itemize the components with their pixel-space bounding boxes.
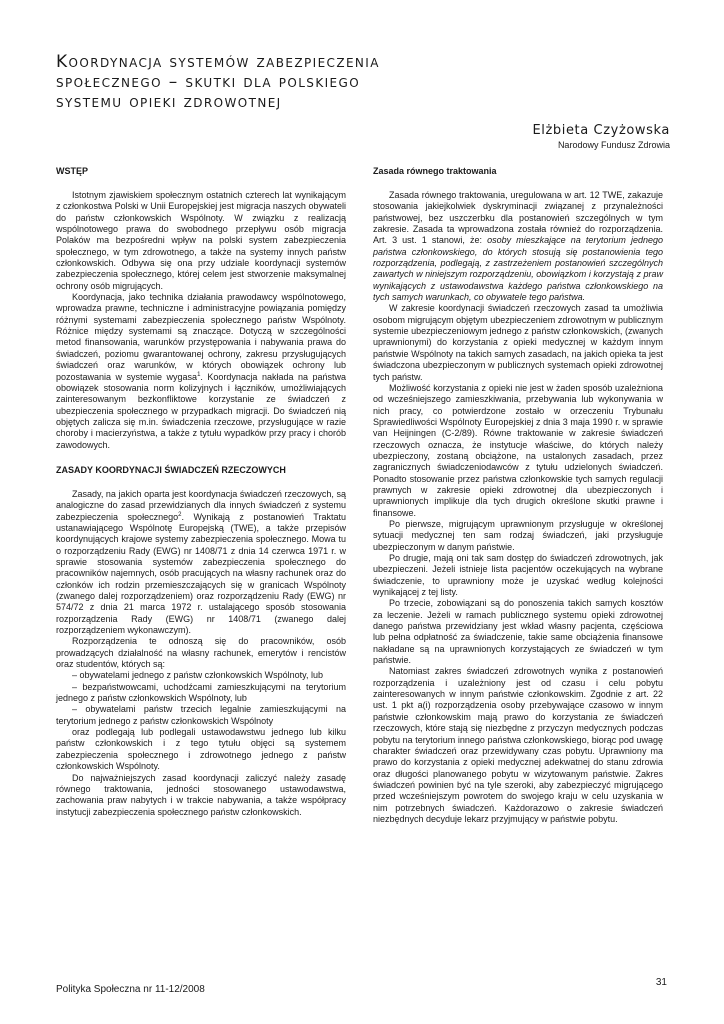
paragraph: Po drugie, mają oni tak sam dostęp do świadczeń zdrowotnych, jak ubezpieczeni. Jeżeli istnieje lista pacjentów oczekujących na wybrane świadczenie, to uprawniony może je uzyskać według kolejności wynikającej z tej listy. — [373, 553, 663, 598]
paragraph: Natomiast zakres świadczeń zdrowotnych wynika z postanowień rozporządzenia i uzależniony jest od czasu i celu pobytu zainteresowanych w innym państwie członkowskim. Zgodnie z art. 22 ust. 1 pkt a(i) rozporządzenia osoby przebywające czasowo w innym państwie członkowskim mają prawo do korzystania ze świadczeń rzeczowych, które stają się niezbędne z przyczyn medycznych podczas pobytu na terytorium innego państwa członkowskiego, biorąc pod uwagę charakter świadczeń oraz przewidywany czas pobytu. Uprawniony ma prawo do korzystania z opieki medycznej adekwatnej do stanu zdrowia oraz długości planowanego pobytu w wizytowanym państwie. Zakres świadczeń powinien być na tyle szeroki, aby zabezpieczyć migrującego przed wcześniejszym powrotem do swojego kraju w celu uzyskania w nim potrzebnych świadczeń. Każdorazowo o zakresie świadczeń niezbędnych decyduje lekarz przyjmujący w państwie pobytu. — [373, 666, 663, 824]
paragraph-text: Koordynacja, jako technika działania prawodawcy wspólnotowego, wprowadza prawne, techniczne i administracyjne powiązania pomiędzy różnymi systemami zabezpieczenia społecznego państw Wspólnoty. Różnice między systemami są znaczące. Dotyczą w szczególności metod finansowania, warunków przystępowania i nabywania prawa do świadczeń, poziomu gwarantowanej ochrony, zakresu przysługujących świadczeń oraz warunków, w których obowiązek ochrony lub pozostawania w systemie wygasa — [56, 292, 346, 382]
paragraph: Rozporządzenia te odnoszą się do pracowników, osób prowadzących działalność na własny rachunek, emerytów i rencistów oraz studentów, których są: — [56, 636, 346, 670]
paragraph: Po trzecie, zobowiązani są do ponoszenia takich samych kosztów za leczenie. Jeżeli w ramach publicznego systemu opieki zdrowotnej danego państwa przewidziany jest wkład własny pacjenta, częściowa lub pełna odpłatność za świadczenie, takie same obciążenia finansowe nakładane są na uprawnionych korzystających ze świadczeń w tym państwie. — [373, 598, 663, 666]
paragraph: Do najważniejszych zasad koordynacji zaliczyć należy zasadę równego traktowania, jedności stosowanego ustawodawstwa, zachowania praw nabytych i w trakcie nabywania, a także współpracy instytucji zabezpieczenia społecznego państw członkowskich. — [56, 772, 346, 817]
paragraph: W zakresie koordynacji świadczeń rzeczowych zasad ta umożliwia osobom migrującym objętym ubezpieczeniem zdrowotnym w publicznym systemie ubezpieczeniowym jednego z państw członkowskich, (zwanych uprawnionymi) do korzystania z opieki medycznej w każdym innym państwie Wspólnoty na takich samych zasadach, na jakich opieka ta jest świadczona ubezpieczonym w publicznych systemach opieki zdrowotnej tych państw. — [373, 303, 663, 382]
title-line-3: systemu opieki zdrowotnej — [56, 92, 282, 112]
section-heading-zasady: ZASADY KOORDYNACJI ŚWIADCZEŃ RZECZOWYCH — [56, 464, 286, 475]
list-item: – obywatelami jednego z państw członkowskich Wspólnoty, lub — [72, 670, 323, 681]
paragraph-text: Zasada równego traktowania, uregulowana w art. 12 TWE, zakazuje stosowania jakiejkolwiek dyskryminacji związanej z przynależności państwowej, bez uszczerbku dla postanowień szczególnych w tym zakresie. Zasada ta wprowadzona została również do rozporządzenia. Art. 3 ust. 1 stanowi, że: — [373, 190, 663, 246]
paragraph: Istotnym zjawiskiem społecznym ostatnich czterech lat wynikającym z członkostwa Polski w Unii Europejskiej jest migracja naszych obywateli do państw członkowskich Wspólnoty. W związku z realizacją wspólnotowego prawa do swobodnego przepływu osób migracja Polaków ma bezpośredni wpływ na polski system zabezpieczenia społecznego, w tym zdrowotnego, a także na systemy innych państw członkowskich. Odbywa się ona przy udziale koordynacji systemów zabezpieczenia społecznego, której celem jest stworzenie maksymalnej ochrony osób migrujących. — [56, 190, 346, 291]
paragraph — [56, 489, 346, 636]
paragraph: Po pierwsze, migrującym uprawnionym przysługuje w określonej sytuacji medycznej ten sam rodzaj świadczeń, jaki przysługuje ubezpieczonym w danym państwie. — [373, 518, 663, 552]
paragraph — [373, 190, 663, 303]
page-number: 31 — [655, 977, 667, 988]
paragraph-text: Zasady, na jakich oparta jest koordynacja świadczeń rzeczowych, są analogiczne do zasad przewidzianych dla innych świadczeń z systemu zabezpieczenia społecznego — [56, 488, 346, 522]
paragraph-text: . Wynikają z postanowień Traktatu ustanawiającego Wspólnotę Europejską (TWE), a także przepisów koordynujących krajowe systemy zabezpieczenia społecznego. Mowa tu o rozporządzeniu Rady (EWG) nr 1408/71 z dnia 14 czerwca 1971 r. w sprawie stosowania systemów zabezpieczenia społecznego do pracowników najemnych, osób pracujących na własny rachunek oraz do członków ich rodzin przemieszczających się w granicach Wspólnoty (zwanego dalej rozporządzeniem) oraz rozporządzeniu Rady (EWG) nr 574/72 z dnia 21 marca 1972 r. ustalającego sposób stosowania rozporządzenia Rady (EWG) nr 1408/71 (zwanego dalej rozporządzeniem wykonawczym). — [56, 511, 346, 636]
paragraph-text: . Koordynacja nakłada na państwa obowiązek stosowania norm kolizyjnych i łączników, umożliwiających zainteresowanym bezkonfliktowe korzystanie ze świadczeń z ubezpieczenia społecznego w przypadkach migracji. Do świadczeń nią objętych zalicza się m.in. świadczenia rzeczowe, przysługujące w razie choroby i macierzyństwa, a także z tytułu wypadków przy pracy i chorób zawodowych. — [56, 371, 346, 450]
paragraph: oraz podlegają lub podlegali ustawodawstwu jednego lub kilku państw członkowskich i z tego tytułu objęci są systemem zabezpieczenia społecznego i zdrowotnego jednego z państw członkowskich Wspólnoty. — [56, 727, 346, 772]
author-affiliation: Narodowy Fundusz Zdrowia — [557, 140, 670, 150]
footnote-ref[interactable]: 1 — [197, 371, 201, 378]
list-item: – obywatelami państw trzecich legalnie zamieszkującymi na terytorium jednego z państw członkowskich Wspólnoty — [56, 704, 346, 726]
author-name: Elżbieta Czyżowska — [532, 123, 670, 138]
quote-italic: osoby mieszkające na terytorium jednego państwa członkowskiego, do których stosują się postanowienia tego rozporządzenia, podlegają, z zastrzeżeniem postanowień szczególnych zawartych w niniejszym rozporządzeniu, obowiązkom i korzystają z praw wynikających z ustawodawstwa każdego państwa członkowskiego na tych samych warunkach, co obywatele tego państwa. — [373, 235, 663, 303]
title-line-1: Koordynacja systemów zabezpieczenia — [56, 52, 380, 72]
journal-footer: Polityka Społeczna nr 11-12/2008 — [56, 984, 205, 995]
paragraph: Możliwość korzystania z opieki nie jest w żaden sposób uzależniona od wcześniejszego zamieszkiwania, przebywania lub wykonywania w nich pracy, co potwierdzone zostało w orzeczeniu Trybunału Sprawiedliwości Wspólnoty Europejskiej z dnia 3 maja 1990 r. w sprawie van Heijningen (C-2/89). Równe traktowanie w zakresie świadczeń rzeczowych oznacza, że instytucje właściwe, do których należy ubezpieczony, zostaną obciążone, na ustalonych zasadach, przez zagranicznych świadczeniodawców z tytułu udzielonych świadczeń. Ponadto stosowanie przez państwa członkowskie tych samych regulacji prawnych w zakresie opieki zdrowotnej dla ubezpieczonych i uprawnionych implikuje dla tych drugich określone skutki prawne i finansowe. — [373, 382, 663, 518]
list-item: – bezpaństwowcami, uchodźcami zamieszkującymi na terytorium jednego z państw członkowskich Wspólnoty, lub — [56, 681, 346, 704]
article-title — [56, 52, 616, 112]
right-column — [373, 166, 663, 825]
left-column — [56, 166, 346, 818]
footnote-ref[interactable]: 2 — [178, 511, 182, 518]
title-line-2: społecznego – skutki dla polskiego — [56, 72, 361, 92]
paragraph — [56, 292, 346, 451]
section-heading-rownosc: Zasada równego traktowania — [373, 166, 497, 176]
section-heading-wstep: WSTĘP — [56, 166, 89, 176]
